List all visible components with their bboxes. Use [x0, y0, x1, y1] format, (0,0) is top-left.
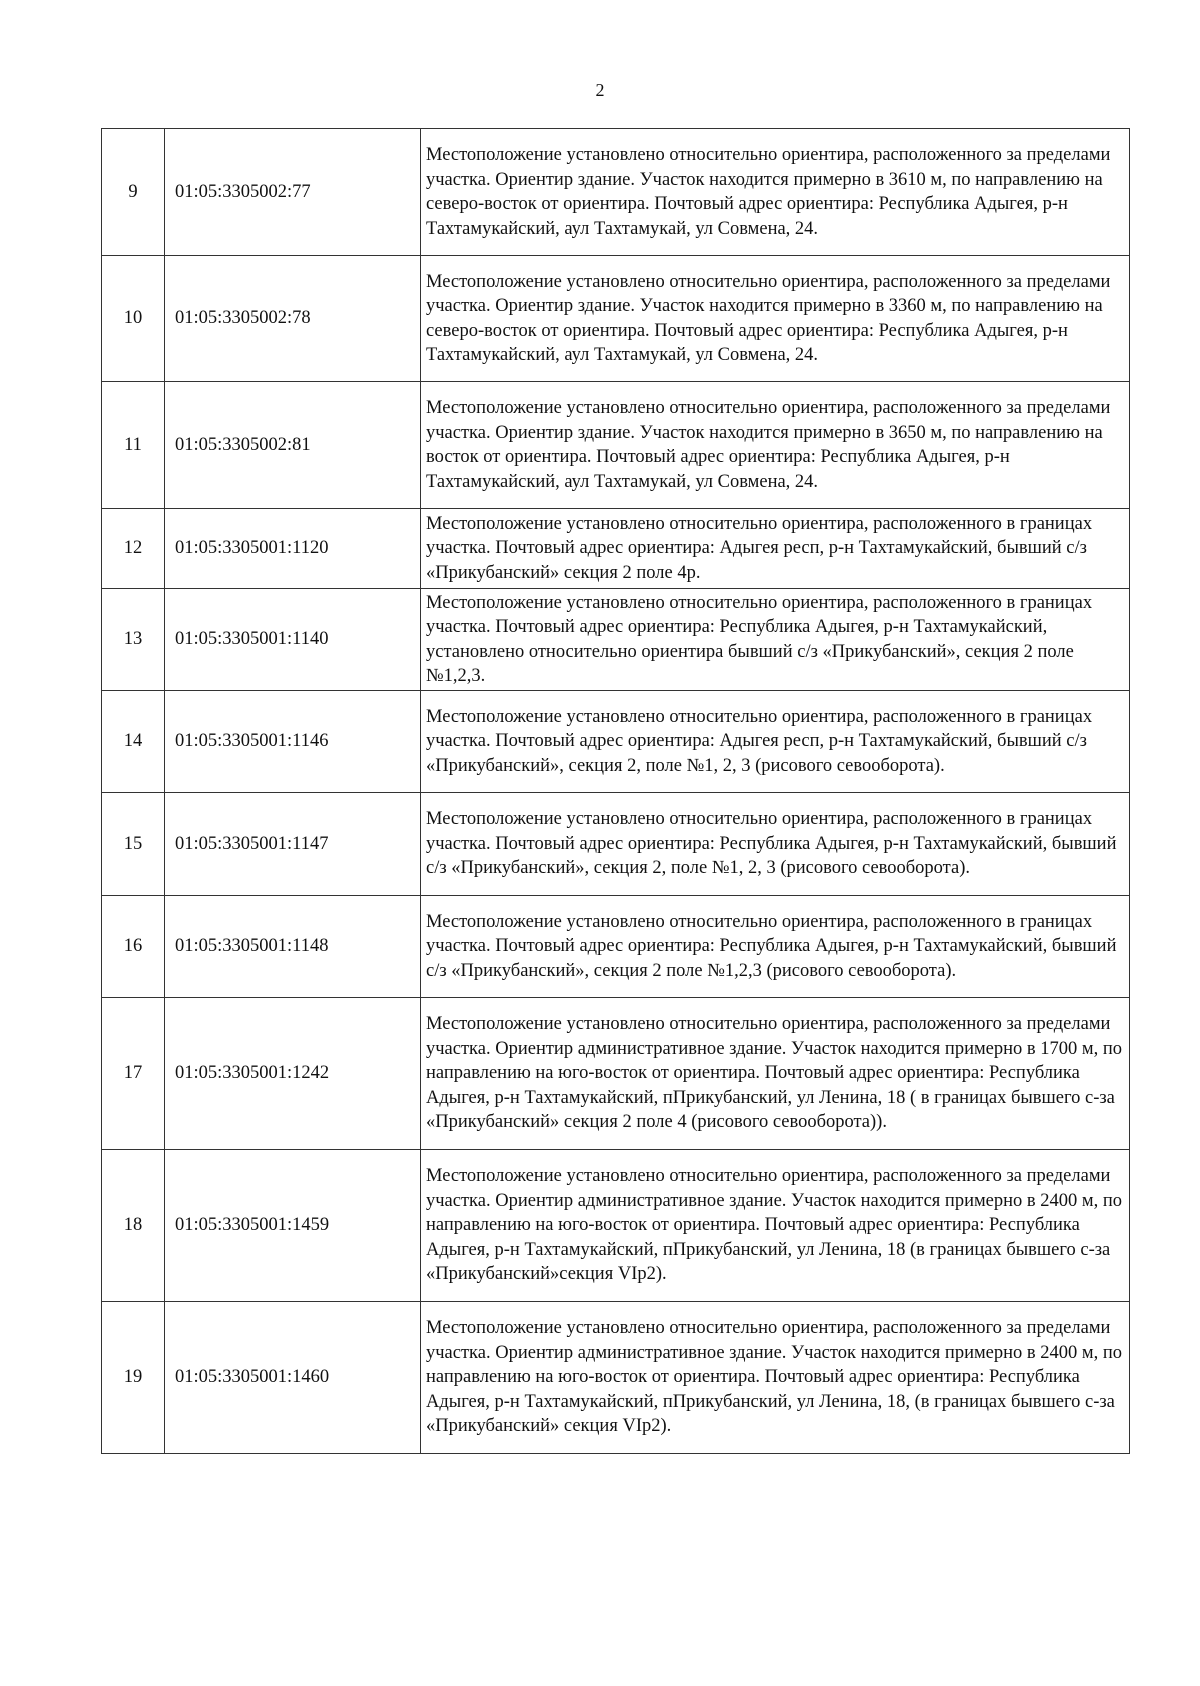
table-row: [102, 896, 1130, 998]
location-description: Местоположение установлено относительно ориентира, расположенного за пределами участка. Ориентир здание. Участок находится примерно в 3650 м, по направлению на восток от ориентира. Почтовый адрес ориентира: Республика Адыгея, р-н Тахтамукайский, аул Тахтамукай, ул Совмена, 24.: [421, 382, 1130, 509]
location-description: Местоположение установлено относительно ориентира, расположенного за пределами участка. Ориентир административное здание. Участок находится примерно в 2400 м, по направлению на юго-восток от ориентира. Почтовый адрес ориентира: Республика Адыгея, р-н Тахтамукайский, пПрикубанский, ул Ленина, 18, (в границах бывшего с-за «Прикубанский» секция VIр2).: [421, 1302, 1130, 1454]
parcels-table-body: [102, 129, 1130, 1454]
row-number: 12: [102, 509, 165, 589]
location-description: Местоположение установлено относительно ориентира, расположенного в границах участка. Почтовый адрес ориентира: Республика Адыгея, р-н Тахтамукайский, бывший с/з «Прикубанский», секция 2 поле №1,2,3 (рисового севооборота).: [421, 896, 1130, 998]
table-row: [102, 509, 1130, 589]
table-row: [102, 382, 1130, 509]
cadastral-number: 01:05:3305001:1146: [165, 691, 421, 793]
row-number: 14: [102, 691, 165, 793]
row-number: 19: [102, 1302, 165, 1454]
table-row: [102, 998, 1130, 1150]
location-description: Местоположение установлено относительно ориентира, расположенного за пределами участка. Ориентир административное здание. Участок находится примерно в 2400 м, по направлению на юго-восток от ориентира. Почтовый адрес ориентира: Республика Адыгея, р-н Тахтамукайский, пПрикубанский, ул Ленина, 18 (в границах бывшего с-за «Прикубанский»секция VIр2).: [421, 1150, 1130, 1302]
table-row: [102, 691, 1130, 793]
location-description: Местоположение установлено относительно ориентира, расположенного за пределами участка. Ориентир здание. Участок находится примерно в 3610 м, по направлению на северо-восток от ориентира. Почтовый адрес ориентира: Республика Адыгея, р-н Тахтамукайский, аул Тахтамукай, ул Совмена, 24.: [421, 129, 1130, 256]
row-number: 13: [102, 589, 165, 691]
row-number: 15: [102, 793, 165, 896]
cadastral-number: 01:05:3305001:1140: [165, 589, 421, 691]
cadastral-number: 01:05:3305001:1460: [165, 1302, 421, 1454]
cadastral-number: 01:05:3305001:1147: [165, 793, 421, 896]
cadastral-number: 01:05:3305002:78: [165, 256, 421, 382]
location-description: Местоположение установлено относительно ориентира, расположенного за пределами участка. Ориентир здание. Участок находится примерно в 3360 м, по направлению на северо-восток от ориентира. Почтовый адрес ориентира: Республика Адыгея, р-н Тахтамукайский, аул Тахтамукай, ул Совмена, 24.: [421, 256, 1130, 382]
table-row: [102, 1150, 1130, 1302]
table-row: [102, 129, 1130, 256]
row-number: 10: [102, 256, 165, 382]
location-description: Местоположение установлено относительно ориентира, расположенного за пределами участка. Ориентир административное здание. Участок находится примерно в 1700 м, по направлению на юго-восток от ориентира. Почтовый адрес ориентира: Республика Адыгея, р-н Тахтамукайский, пПрикубанский, ул Ленина, 18 ( в границах бывшего с-за «Прикубанский» секция 2 поле 4 (рисового севооборота)).: [421, 998, 1130, 1150]
row-number: 11: [102, 382, 165, 509]
location-description: Местоположение установлено относительно ориентира, расположенного в границах участка. Почтовый адрес ориентира: Республика Адыгея, р-н Тахтамукайский, бывший с/з «Прикубанский», секция 2, поле №1, 2, 3 (рисового севооборота).: [421, 793, 1130, 896]
location-description: Местоположение установлено относительно ориентира, расположенного в границах участка. Почтовый адрес ориентира: Республика Адыгея, р-н Тахтамукайский, установлено относительно ориентира бывший с/з «Прикубанский», секция 2 поле №1,2,3.: [421, 589, 1130, 691]
row-number: 16: [102, 896, 165, 998]
cadastral-number: 01:05:3305001:1120: [165, 509, 421, 589]
cadastral-number: 01:05:3305002:77: [165, 129, 421, 256]
cadastral-number: 01:05:3305002:81: [165, 382, 421, 509]
location-description: Местоположение установлено относительно ориентира, расположенного в границах участка. Почтовый адрес ориентира: Адыгея респ, р-н Тахтамукайский, бывший с/з «Прикубанский», секция 2, поле №1, 2, 3 (рисового севооборота).: [421, 691, 1130, 793]
cadastral-number: 01:05:3305001:1148: [165, 896, 421, 998]
cadastral-number: 01:05:3305001:1242: [165, 998, 421, 1150]
row-number: 18: [102, 1150, 165, 1302]
table-row: [102, 256, 1130, 382]
row-number: 17: [102, 998, 165, 1150]
page-number: 2: [595, 80, 605, 100]
table-row: [102, 793, 1130, 896]
row-number: 9: [102, 129, 165, 256]
cadastral-number: 01:05:3305001:1459: [165, 1150, 421, 1302]
table-row: [102, 1302, 1130, 1454]
location-description: Местоположение установлено относительно ориентира, расположенного в границах участка. Почтовый адрес ориентира: Адыгея респ, р-н Тахтамукайский, бывший с/з «Прикубанский» секция 2 поле 4р.: [421, 509, 1130, 589]
table-row: [102, 589, 1130, 691]
parcels-table: [101, 128, 1130, 1454]
